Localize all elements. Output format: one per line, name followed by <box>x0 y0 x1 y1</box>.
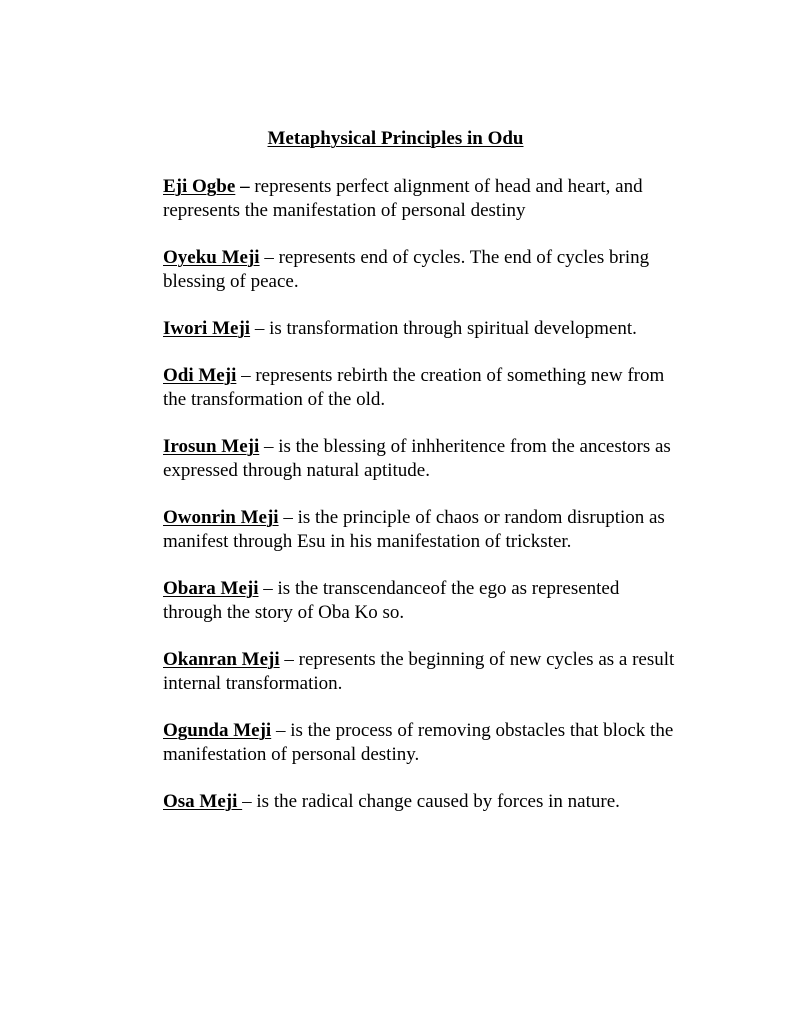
entry-list <box>163 175 678 837</box>
entry-separator: – <box>235 176 255 197</box>
entry-separator: – <box>242 791 257 812</box>
entry-term: Okanran Meji <box>163 649 280 670</box>
entry-separator: – <box>236 365 256 386</box>
entry-paragraph <box>163 246 678 294</box>
entry-description: represents perfect alignment of head and heart, and represents the manifestation of personal destiny <box>163 176 643 221</box>
entry-paragraph <box>163 648 678 696</box>
entry-paragraph <box>163 790 678 814</box>
entry-paragraph <box>163 577 678 625</box>
entry-term: Osa Meji <box>163 791 243 812</box>
entry-separator: – <box>259 247 279 268</box>
entry-description: represents end of cycles. The end of cycles bring blessing of peace. <box>163 247 650 292</box>
entry-term: Owonrin Meji <box>163 507 279 528</box>
entry-paragraph <box>163 719 678 767</box>
entry-description: is the blessing of inhheritence from the ancestors as expressed through natural aptitude. <box>163 436 671 481</box>
entry-description: is the radical change caused by forces in nature. <box>256 791 620 812</box>
entry-paragraph <box>163 506 678 554</box>
entry-description: is the principle of chaos or random disruption as manifest through Esu in his manifestation of trickster. <box>163 507 665 552</box>
entry-separator: – <box>271 720 291 741</box>
entry-paragraph <box>163 317 678 341</box>
entry-description: represents the beginning of new cycles as a result internal transformation. <box>163 649 675 694</box>
entry-separator: – <box>278 507 298 528</box>
document-title-text: Metaphysical Principles in Odu <box>267 128 524 149</box>
entry-separator: – <box>259 436 279 457</box>
entry-term: Odi Meji <box>163 365 237 386</box>
entry-term: Eji Ogbe <box>163 176 236 197</box>
entry-description: represents rebirth the creation of something new from the transformation of the old. <box>163 365 665 410</box>
entry-separator: – <box>279 649 299 670</box>
entry-paragraph <box>163 435 678 483</box>
entry-description: is the transcendanceof the ego as represented through the story of Oba Ko so. <box>163 578 620 623</box>
entry-separator: – <box>258 578 278 599</box>
entry-term: Oyeku Meji <box>163 247 260 268</box>
entry-term: Ogunda Meji <box>163 720 272 741</box>
document-title <box>0 127 791 151</box>
entry-description: is transformation through spiritual development. <box>269 318 637 339</box>
entry-paragraph <box>163 364 678 412</box>
entry-description: is the process of removing obstacles that block the manifestation of personal destiny. <box>163 720 674 765</box>
entry-term: Iwori Meji <box>163 318 251 339</box>
entry-paragraph <box>163 175 678 223</box>
entry-term: Obara Meji <box>163 578 259 599</box>
entry-term: Irosun Meji <box>163 436 260 457</box>
entry-separator: – <box>250 318 270 339</box>
